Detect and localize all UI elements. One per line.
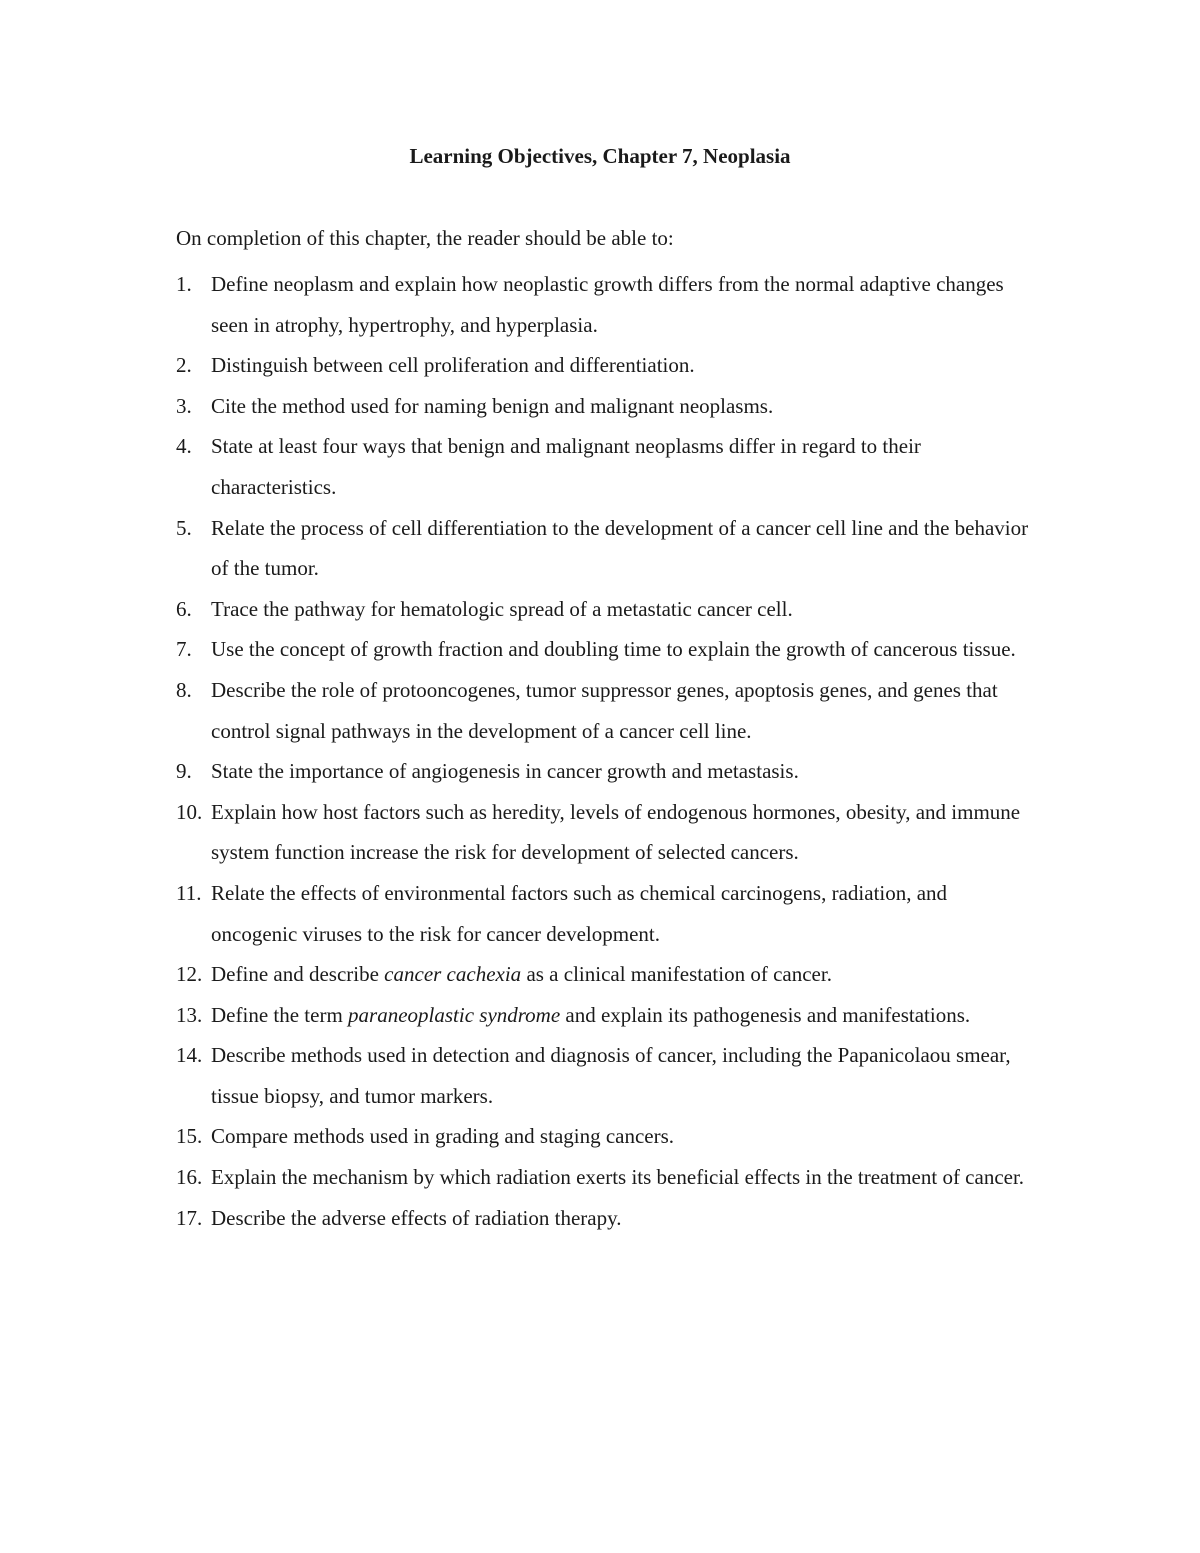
item-text: Use the concept of growth fraction and doubling time to explain the growth of cancerous tissue. bbox=[211, 637, 1016, 662]
list-item bbox=[176, 589, 1036, 630]
item-number: 11. bbox=[176, 880, 202, 905]
item-text: Explain the mechanism by which radiation exerts its beneficial effects in the treatment of cancer. bbox=[211, 1165, 1025, 1190]
item-number: 16. bbox=[176, 1165, 203, 1190]
item-text: Define the term paraneoplastic syndrome and explain its pathogenesis and manifestations. bbox=[211, 1002, 971, 1027]
item-text: Relate the effects of environmental factors such as chemical carcinogens, radiation, and oncogenic viruses to the risk for cancer development. bbox=[211, 880, 948, 946]
item-text: Describe the adverse effects of radiation therapy. bbox=[211, 1205, 622, 1230]
item-text: Trace the pathway for hematologic spread of a metastatic cancer cell. bbox=[211, 596, 793, 621]
list-item bbox=[176, 386, 1036, 427]
list-item bbox=[176, 1035, 1036, 1116]
list-item bbox=[176, 345, 1036, 386]
item-number: 12. bbox=[176, 962, 203, 987]
item-number: 3. bbox=[176, 393, 192, 418]
list-item bbox=[176, 954, 1036, 995]
item-text: Define neoplasm and explain how neoplastic growth differs from the normal adaptive changes seen in atrophy, hypertrophy, and hyperplasia. bbox=[211, 272, 1004, 337]
list-item bbox=[176, 751, 1036, 792]
list-item bbox=[176, 1157, 1036, 1198]
item-number: 5. bbox=[176, 515, 192, 540]
list-item bbox=[176, 426, 1036, 507]
item-number: 13. bbox=[176, 1002, 203, 1027]
document-title: Learning Objectives, Chapter 7, Neoplasia bbox=[409, 144, 791, 168]
list-item bbox=[176, 508, 1036, 589]
item-text: Explain how host factors such as heredity, levels of endogenous hormones, obesity, and immune system function increase the risk for development of selected cancers. bbox=[211, 799, 1021, 865]
item-text: State at least four ways that benign and malignant neoplasms differ in regard to their characteristics. bbox=[211, 434, 921, 499]
list-item bbox=[176, 1198, 1036, 1239]
item-text: State the importance of angiogenesis in cancer growth and metastasis. bbox=[211, 759, 799, 784]
item-number: 10. bbox=[176, 799, 203, 824]
item-text: Distinguish between cell proliferation and differentiation. bbox=[211, 353, 695, 378]
item-text: Describe methods used in detection and diagnosis of cancer, including the Papanicolaou smear, tissue biopsy, and tumor markers. bbox=[211, 1043, 1011, 1108]
item-text: Describe the role of protooncogenes, tumor suppressor genes, apoptosis genes, and genes that control signal pathways in the development of a cancer cell line. bbox=[211, 677, 998, 743]
item-text: Relate the process of cell differentiation to the development of a cancer cell line and the behavior of the tumor. bbox=[211, 515, 1029, 581]
item-number: 4. bbox=[176, 434, 192, 459]
item-number: 6. bbox=[176, 596, 192, 621]
list-item bbox=[176, 1116, 1036, 1157]
item-number: 1. bbox=[176, 272, 192, 296]
item-text: Compare methods used in grading and staging cancers. bbox=[211, 1124, 675, 1149]
item-number: 17. bbox=[176, 1205, 203, 1230]
list-item bbox=[176, 873, 1036, 954]
item-number: 2. bbox=[176, 353, 192, 378]
list-item bbox=[176, 995, 1036, 1036]
objectives-list bbox=[176, 264, 1036, 1238]
list-item bbox=[176, 670, 1036, 751]
intro-text: On completion of this chapter, the reader should be able to: bbox=[176, 226, 674, 250]
item-text: Define and describe cancer cachexia as a clinical manifestation of cancer. bbox=[211, 962, 832, 987]
item-number: 8. bbox=[176, 677, 192, 702]
item-number: 9. bbox=[176, 759, 192, 784]
italic-term: paraneoplastic syndrome bbox=[348, 1002, 561, 1027]
item-text: Cite the method used for naming benign and malignant neoplasms. bbox=[211, 393, 774, 418]
italic-term: cancer cachexia bbox=[384, 962, 522, 987]
item-number: 7. bbox=[176, 637, 192, 662]
item-number: 15. bbox=[176, 1124, 203, 1149]
list-item bbox=[176, 264, 1036, 345]
list-item bbox=[176, 792, 1036, 873]
item-number: 14. bbox=[176, 1043, 203, 1068]
list-item bbox=[176, 629, 1036, 670]
